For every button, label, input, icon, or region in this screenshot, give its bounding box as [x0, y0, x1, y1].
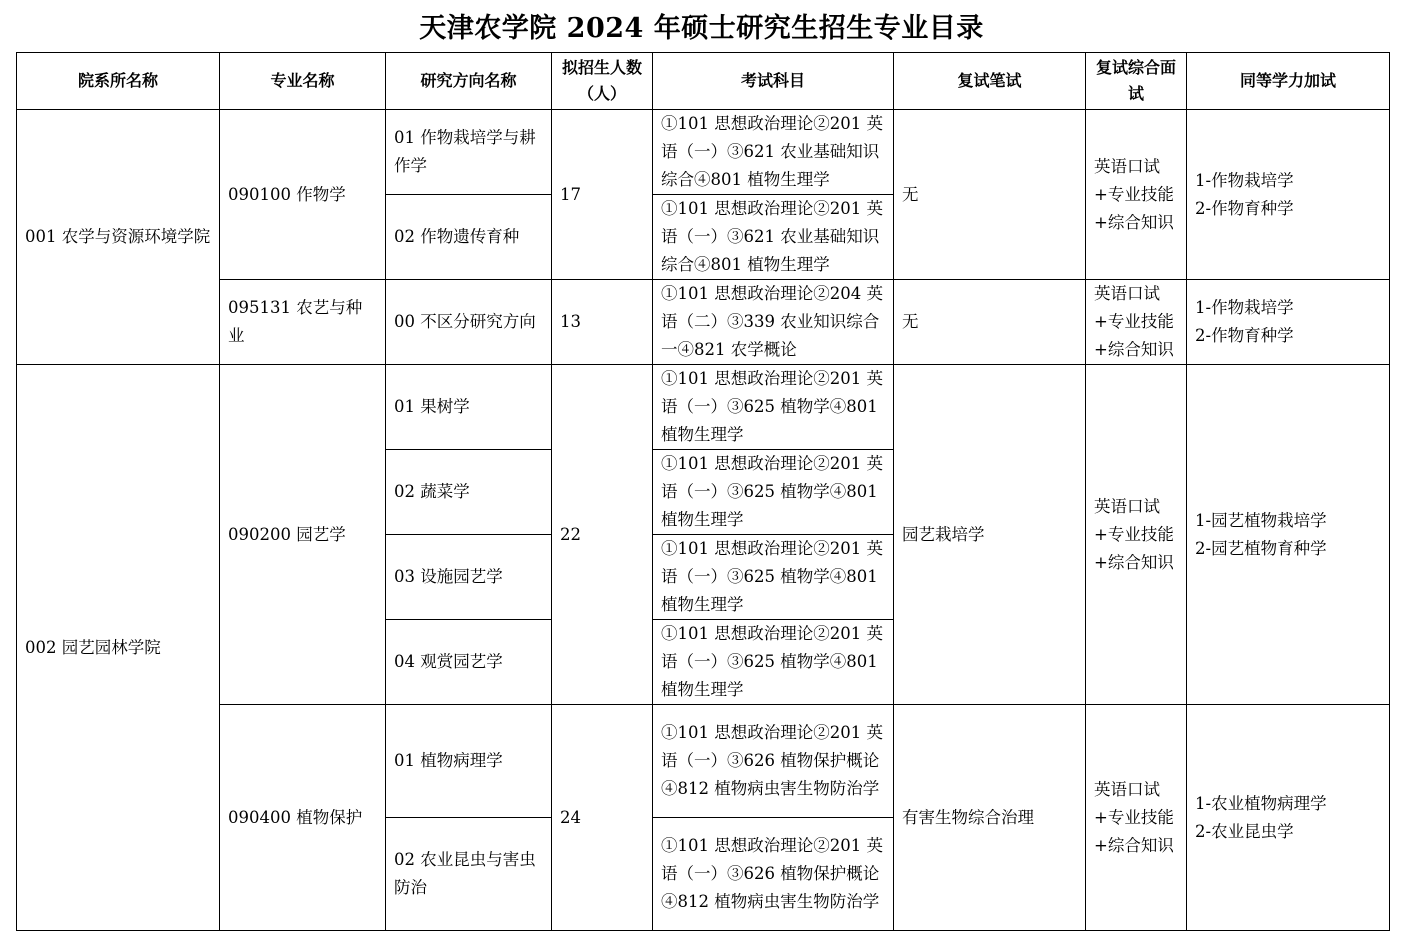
equivalent-item: 1-农业植物病理学: [1195, 793, 1327, 813]
equivalent-item: 2-作物育种学: [1195, 326, 1294, 345]
dept-name: 001 农学与资源环境学院: [17, 110, 220, 365]
header-major: 专业名称: [220, 53, 386, 110]
equivalent-exams: [1187, 365, 1390, 705]
exam-subjects: ①101 思想政治理论②201 英语（一）③626 植物保护概论④812 植物病虫害生物防治学: [653, 705, 894, 818]
equivalent-item: 1-园艺植物栽培学: [1195, 510, 1327, 530]
direction-name: 01 植物病理学: [386, 705, 552, 818]
header-retest-written: 复试笔试: [894, 53, 1086, 110]
major-name: 090200 园艺学: [220, 365, 386, 705]
quota: 13: [552, 280, 653, 365]
equivalent-exams: [1187, 705, 1390, 931]
direction-name: 03 设施园艺学: [386, 535, 552, 620]
equivalent-item: 2-作物育种学: [1195, 198, 1294, 218]
direction-name: 02 农业昆虫与害虫防治: [386, 818, 552, 931]
retest-written: 无: [894, 110, 1086, 280]
equivalent-item: 2-园艺植物育种学: [1195, 538, 1327, 558]
retest-composite: 英语口试+专业技能+综合知识: [1086, 705, 1187, 931]
retest-written: 园艺栽培学: [894, 365, 1086, 705]
direction-name: 04 观赏园艺学: [386, 620, 552, 705]
exam-subjects: ①101 思想政治理论②201 英语（一）③625 植物学④801 植物生理学: [653, 620, 894, 705]
header-retest-composite: 复试综合面试: [1086, 53, 1187, 110]
header-exam: 考试科目: [653, 53, 894, 110]
equivalent-item: 1-作物栽培学: [1195, 298, 1294, 317]
exam-subjects: ①101 思想政治理论②201 英语（一）③625 植物学④801 植物生理学: [653, 365, 894, 450]
exam-subjects: ①101 思想政治理论②201 英语（一）③621 农业基础知识综合④801 植物生理学: [653, 110, 894, 195]
dept-name: 002 园艺园林学院: [17, 365, 220, 931]
header-row: [17, 53, 1390, 110]
table-row: [17, 705, 1390, 818]
exam-subjects: ①101 思想政治理论②201 英语（一）③626 植物保护概论④812 植物病虫害生物防治学: [653, 818, 894, 931]
page-title: 天津农学院 2024 年硕士研究生招生专业目录: [419, 13, 984, 44]
direction-name: 01 作物栽培学与耕作学: [386, 110, 552, 195]
exam-subjects: ①101 思想政治理论②204 英语（二）③339 农业知识综合一④821 农学概论: [653, 280, 894, 365]
table-row: [17, 280, 1390, 365]
quota: 17: [552, 110, 653, 280]
equivalent-exams: [1187, 110, 1390, 280]
retest-composite: 英语口试+专业技能+综合知识: [1086, 365, 1187, 705]
major-name: 090100 作物学: [220, 110, 386, 280]
retest-written: 有害生物综合治理: [894, 705, 1086, 931]
equivalent-item: 1-作物栽培学: [1195, 170, 1294, 190]
major-name: 090400 植物保护: [220, 705, 386, 931]
retest-composite: 英语口试+专业技能+综合知识: [1086, 110, 1187, 280]
quota: 24: [552, 705, 653, 931]
exam-subjects: ①101 思想政治理论②201 英语（一）③625 植物学④801 植物生理学: [653, 450, 894, 535]
table-row: [17, 110, 1390, 195]
direction-name: 01 果树学: [386, 365, 552, 450]
exam-subjects: ①101 思想政治理论②201 英语（一）③621 农业基础知识综合④801 植物生理学: [653, 195, 894, 280]
table-row: [17, 365, 1390, 450]
catalog-table: [16, 52, 1390, 931]
retest-composite: 英语口试+专业技能+综合知识: [1086, 280, 1187, 365]
header-dept: 院系所名称: [17, 53, 220, 110]
retest-written: 无: [894, 280, 1086, 365]
quota: 22: [552, 365, 653, 705]
header-equivalent: 同等学力加试: [1187, 53, 1390, 110]
direction-name: 00 不区分研究方向: [386, 280, 552, 365]
header-direction: 研究方向名称: [386, 53, 552, 110]
major-name: 095131 农艺与种业: [220, 280, 386, 365]
direction-name: 02 作物遗传育种: [386, 195, 552, 280]
exam-subjects: ①101 思想政治理论②201 英语（一）③625 植物学④801 植物生理学: [653, 535, 894, 620]
direction-name: 02 蔬菜学: [386, 450, 552, 535]
equivalent-item: 2-农业昆虫学: [1195, 821, 1294, 841]
header-quota: 拟招生人数（人）: [552, 53, 653, 110]
equivalent-exams: [1187, 280, 1390, 365]
